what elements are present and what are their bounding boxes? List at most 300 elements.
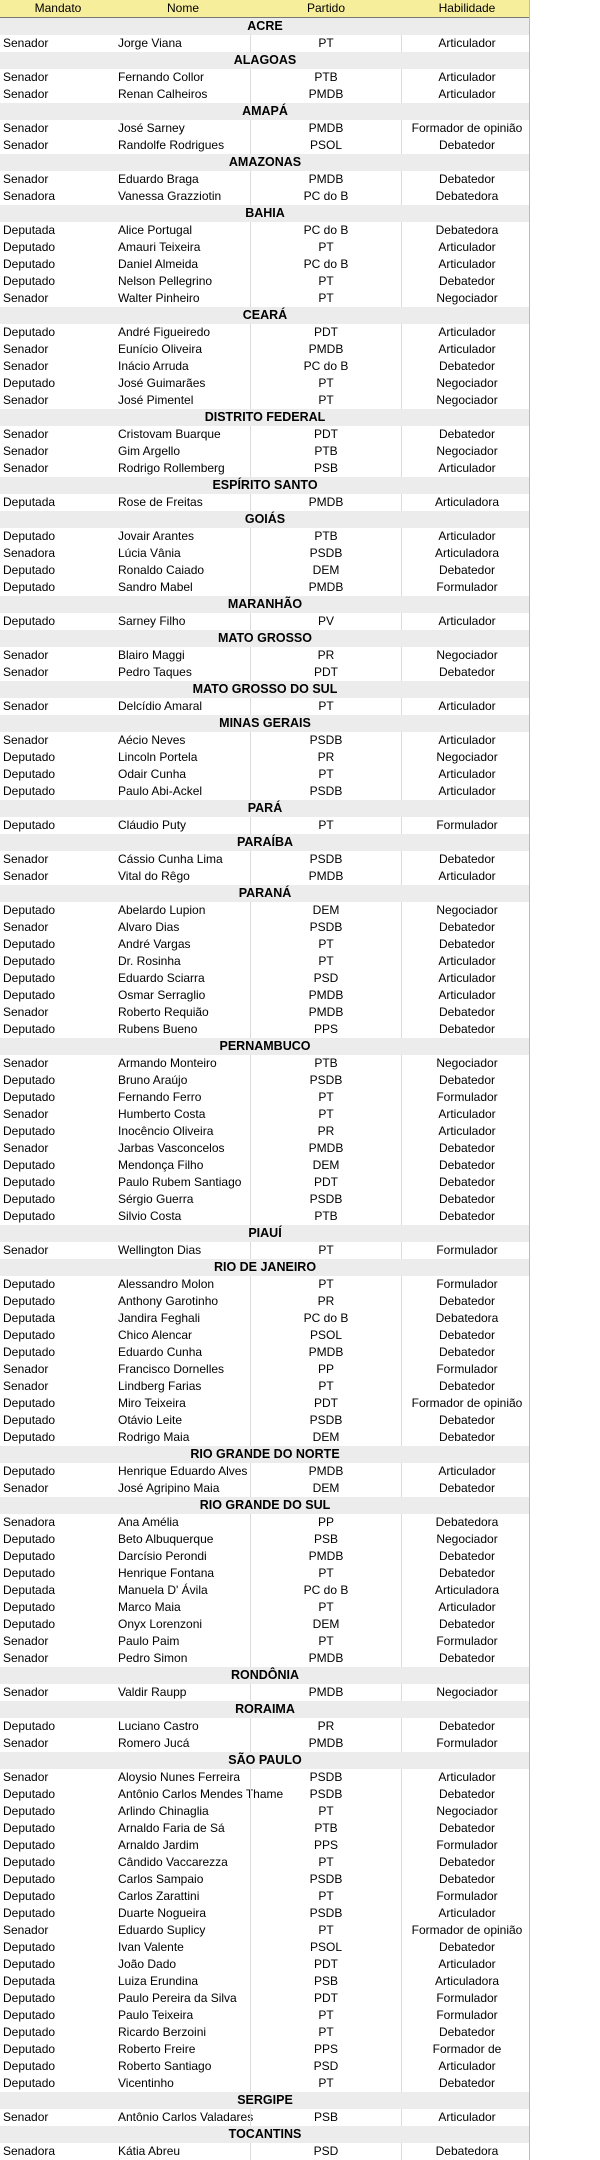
cell-partido[interactable]: PMDB — [250, 868, 402, 885]
cell-habilidade[interactable]: Debatedor — [438, 1872, 496, 1886]
cell-partido[interactable]: PSDB — [250, 851, 402, 868]
cell-partido[interactable]: PT — [250, 698, 402, 715]
cell-mandato[interactable]: Senador — [3, 1770, 49, 1784]
cell-nome[interactable]: Vital do Rêgo — [118, 869, 190, 883]
cell-mandato[interactable]: Senador — [3, 70, 49, 84]
cell-mandato[interactable]: Deputado — [3, 1719, 56, 1733]
cell-habilidade[interactable]: Articulador — [438, 70, 496, 84]
cell-nome[interactable]: Francisco Dornelles — [118, 1362, 225, 1376]
cell-nome[interactable]: Roberto Freire — [118, 2042, 196, 2056]
cell-mandato[interactable]: Senador — [3, 1243, 49, 1257]
cell-mandato[interactable]: Deputado — [3, 614, 56, 628]
cell-mandato[interactable]: Senador — [3, 699, 49, 713]
cell-partido[interactable]: PDT — [250, 1990, 402, 2007]
cell-partido[interactable]: PT — [250, 953, 402, 970]
cell-nome[interactable]: Lúcia Vânia — [118, 546, 181, 560]
cell-habilidade[interactable]: Debatedor — [438, 1413, 496, 1427]
cell-nome[interactable]: Aécio Neves — [118, 733, 186, 747]
cell-mandato[interactable]: Senador — [3, 1056, 49, 1070]
cell-nome[interactable]: Wellington Dias — [118, 1243, 202, 1257]
cell-mandato[interactable]: Senadora — [3, 2144, 56, 2158]
cell-partido[interactable]: DEM — [250, 1616, 402, 1633]
cell-nome[interactable]: Valdir Raupp — [118, 1685, 187, 1699]
cell-mandato[interactable]: Senador — [3, 36, 49, 50]
cell-nome[interactable]: Rose de Freitas — [118, 495, 203, 509]
cell-partido[interactable]: PSDB — [250, 1412, 402, 1429]
cell-partido[interactable]: PTB — [250, 443, 402, 460]
cell-habilidade[interactable]: Articulador — [438, 1600, 496, 1614]
cell-partido[interactable]: PPS — [250, 1021, 402, 1038]
cell-mandato[interactable]: Deputado — [3, 1345, 56, 1359]
cell-nome[interactable]: Ronaldo Caiado — [118, 563, 205, 577]
cell-habilidade[interactable]: Debatedor — [438, 1549, 496, 1563]
cell-habilidade[interactable]: Articulador — [438, 2110, 496, 2124]
cell-habilidade[interactable]: Articulador — [438, 1124, 496, 1138]
cell-habilidade[interactable]: Articulador — [438, 87, 496, 101]
cell-nome[interactable]: Paulo Paim — [118, 1634, 180, 1648]
cell-nome[interactable]: José Agripino Maia — [118, 1481, 220, 1495]
cell-nome[interactable]: Darcísio Perondi — [118, 1549, 207, 1563]
cell-nome[interactable]: Cândido Vaccarezza — [118, 1855, 228, 1869]
cell-habilidade[interactable]: Negociador — [436, 1804, 498, 1818]
cell-partido[interactable]: PR — [250, 1293, 402, 1310]
cell-habilidade[interactable]: Articulador — [438, 461, 496, 475]
cell-habilidade[interactable]: Debatedor — [438, 1430, 496, 1444]
cell-partido[interactable]: PDT — [250, 1174, 402, 1191]
cell-mandato[interactable]: Senador — [3, 291, 49, 305]
cell-nome[interactable]: Renan Calheiros — [118, 87, 208, 101]
cell-mandato[interactable]: Senadora — [3, 1515, 56, 1529]
cell-partido[interactable]: PMDB — [250, 1548, 402, 1565]
cell-partido[interactable]: PC do B — [250, 1310, 402, 1327]
cell-mandato[interactable]: Deputado — [3, 1821, 56, 1835]
cell-mandato[interactable]: Senador — [3, 920, 49, 934]
cell-partido[interactable]: PT — [250, 1378, 402, 1395]
cell-habilidade[interactable]: Debatedor — [438, 1158, 496, 1172]
cell-partido[interactable]: PSDB — [250, 1191, 402, 1208]
cell-partido[interactable]: PC do B — [250, 256, 402, 273]
cell-mandato[interactable]: Deputado — [3, 2025, 56, 2039]
cell-mandato[interactable]: Deputado — [3, 1855, 56, 1869]
cell-mandato[interactable]: Deputado — [3, 750, 56, 764]
cell-nome[interactable]: Paulo Rubem Santiago — [118, 1175, 242, 1189]
cell-habilidade[interactable]: Articulador — [438, 325, 496, 339]
cell-partido[interactable]: PTB — [250, 1820, 402, 1837]
cell-partido[interactable]: PT — [250, 766, 402, 783]
cell-mandato[interactable]: Deputado — [3, 784, 56, 798]
cell-partido[interactable]: PTB — [250, 1208, 402, 1225]
cell-habilidade[interactable]: Articulador — [438, 954, 496, 968]
cell-nome[interactable]: Sandro Mabel — [118, 580, 193, 594]
cell-mandato[interactable]: Deputado — [3, 2076, 56, 2090]
cell-nome[interactable]: Arnaldo Faria de Sá — [118, 1821, 225, 1835]
cell-habilidade[interactable]: Articulador — [438, 1957, 496, 1971]
cell-mandato[interactable]: Senador — [3, 665, 49, 679]
cell-mandato[interactable]: Deputado — [3, 240, 56, 254]
cell-mandato[interactable]: Deputado — [3, 1430, 56, 1444]
cell-nome[interactable]: Otávio Leite — [118, 1413, 183, 1427]
cell-partido[interactable]: PT — [250, 1854, 402, 1871]
cell-habilidade[interactable]: Debatedor — [438, 1073, 496, 1087]
cell-habilidade[interactable]: Debatedor — [438, 937, 496, 951]
cell-mandato[interactable]: Deputado — [3, 1532, 56, 1546]
cell-partido[interactable]: PV — [250, 613, 402, 630]
cell-nome[interactable]: André Vargas — [118, 937, 191, 951]
cell-partido[interactable]: PSB — [250, 1531, 402, 1548]
cell-habilidade[interactable]: Debatedor — [438, 1022, 496, 1036]
cell-partido[interactable]: PR — [250, 749, 402, 766]
cell-nome[interactable]: Odair Cunha — [118, 767, 187, 781]
cell-mandato[interactable]: Deputado — [3, 1294, 56, 1308]
cell-nome[interactable]: Paulo Pereira da Silva — [118, 1991, 237, 2005]
cell-nome[interactable]: Eduardo Suplicy — [118, 1923, 206, 1937]
cell-habilidade[interactable]: Formador de opinião — [411, 1923, 523, 1937]
cell-nome[interactable]: Mendonça Filho — [118, 1158, 204, 1172]
cell-habilidade[interactable]: Debatedor — [438, 1651, 496, 1665]
cell-habilidade[interactable]: Articulador — [438, 240, 496, 254]
cell-partido[interactable]: PC do B — [250, 358, 402, 375]
cell-habilidade[interactable]: Debatedor — [438, 1141, 496, 1155]
header-partido[interactable]: Partido — [306, 1, 346, 15]
cell-habilidade[interactable]: Articulador — [438, 1906, 496, 1920]
cell-habilidade[interactable]: Articuladora — [434, 1974, 500, 1988]
cell-partido[interactable]: PMDB — [250, 579, 402, 596]
cell-partido[interactable]: PT — [250, 392, 402, 409]
cell-mandato[interactable]: Senador — [3, 121, 49, 135]
cell-habilidade[interactable]: Negociador — [436, 648, 498, 662]
cell-nome[interactable]: Rubens Bueno — [118, 1022, 198, 1036]
cell-partido[interactable]: PT — [250, 239, 402, 256]
cell-mandato[interactable]: Deputado — [3, 1566, 56, 1580]
cell-mandato[interactable]: Deputado — [3, 1396, 56, 1410]
cell-mandato[interactable]: Senador — [3, 393, 49, 407]
cell-partido[interactable]: PMDB — [250, 86, 402, 103]
cell-nome[interactable]: Armando Monteiro — [118, 1056, 217, 1070]
cell-nome[interactable]: Amauri Teixeira — [118, 240, 201, 254]
cell-mandato[interactable]: Deputado — [3, 971, 56, 985]
cell-habilidade[interactable]: Debatedor — [438, 172, 496, 186]
cell-habilidade[interactable]: Debatedora — [435, 189, 499, 203]
cell-habilidade[interactable]: Debatedor — [438, 1481, 496, 1495]
cell-nome[interactable]: Arlindo Chinaglia — [118, 1804, 209, 1818]
cell-partido[interactable]: PMDB — [250, 494, 402, 511]
cell-partido[interactable]: PSB — [250, 460, 402, 477]
cell-mandato[interactable]: Senador — [3, 87, 49, 101]
cell-partido[interactable]: PSDB — [250, 1786, 402, 1803]
cell-mandato[interactable]: Deputado — [3, 1464, 56, 1478]
cell-mandato[interactable]: Senador — [3, 1736, 49, 1750]
cell-mandato[interactable]: Deputada — [3, 495, 56, 509]
cell-habilidade[interactable]: Formulador — [436, 580, 498, 594]
cell-habilidade[interactable]: Articulador — [438, 1770, 496, 1784]
cell-nome[interactable]: Jovair Arantes — [118, 529, 195, 543]
cell-habilidade[interactable]: Articulador — [438, 36, 496, 50]
cell-mandato[interactable]: Senador — [3, 342, 49, 356]
cell-nome[interactable]: Lincoln Portela — [118, 750, 198, 764]
cell-mandato[interactable]: Deputado — [3, 2008, 56, 2022]
cell-nome[interactable]: Alvaro Dias — [118, 920, 180, 934]
cell-partido[interactable]: PSD — [250, 2143, 402, 2160]
cell-habilidade[interactable]: Debatedor — [438, 427, 496, 441]
cell-nome[interactable]: Roberto Santiago — [118, 2059, 212, 2073]
cell-partido[interactable]: PSDB — [250, 1072, 402, 1089]
cell-habilidade[interactable]: Debatedor — [438, 2025, 496, 2039]
cell-nome[interactable]: Cássio Cunha Lima — [118, 852, 223, 866]
cell-nome[interactable]: Gim Argello — [118, 444, 181, 458]
cell-habilidade[interactable]: Negociador — [436, 393, 498, 407]
cell-partido[interactable]: PT — [250, 1089, 402, 1106]
cell-partido[interactable]: PC do B — [250, 188, 402, 205]
cell-partido[interactable]: PT — [250, 2007, 402, 2024]
cell-nome[interactable]: Bruno Araújo — [118, 1073, 188, 1087]
cell-habilidade[interactable]: Debatedor — [438, 274, 496, 288]
cell-habilidade[interactable]: Articulador — [438, 699, 496, 713]
cell-habilidade[interactable]: Articulador — [438, 2059, 496, 2073]
cell-mandato[interactable]: Deputada — [3, 1974, 56, 1988]
cell-partido[interactable]: PP — [250, 1514, 402, 1531]
cell-nome[interactable]: Jorge Viana — [118, 36, 182, 50]
cell-habilidade[interactable]: Formador de opinião — [411, 121, 523, 135]
cell-mandato[interactable]: Deputado — [3, 1209, 56, 1223]
cell-habilidade[interactable]: Negociador — [436, 1532, 498, 1546]
cell-partido[interactable]: PT — [250, 1106, 402, 1123]
cell-habilidade[interactable]: Debatedor — [438, 1566, 496, 1580]
cell-partido[interactable]: PT — [250, 1565, 402, 1582]
cell-habilidade[interactable]: Debatedor — [438, 2076, 496, 2090]
cell-nome[interactable]: Rodrigo Maia — [118, 1430, 190, 1444]
cell-habilidade[interactable]: Formulador — [436, 818, 498, 832]
cell-habilidade[interactable]: Formulador — [436, 1277, 498, 1291]
cell-partido[interactable]: PMDB — [250, 171, 402, 188]
cell-habilidade[interactable]: Articulador — [438, 257, 496, 271]
cell-partido[interactable]: PSDB — [250, 545, 402, 562]
cell-habilidade[interactable]: Formulador — [436, 1991, 498, 2005]
cell-habilidade[interactable]: Debatedor — [438, 852, 496, 866]
cell-nome[interactable]: Antônio Carlos Valadares — [118, 2110, 254, 2124]
cell-mandato[interactable]: Deputado — [3, 1906, 56, 1920]
cell-nome[interactable]: Osmar Serraglio — [118, 988, 206, 1002]
cell-partido[interactable]: PDT — [250, 1395, 402, 1412]
cell-partido[interactable]: PMDB — [250, 1004, 402, 1021]
cell-mandato[interactable]: Senador — [3, 1685, 49, 1699]
cell-habilidade[interactable]: Debatedor — [438, 1787, 496, 1801]
cell-nome[interactable]: Cláudio Puty — [118, 818, 187, 832]
cell-partido[interactable]: PTB — [250, 69, 402, 86]
cell-habilidade[interactable]: Articulador — [438, 784, 496, 798]
cell-habilidade[interactable]: Articulador — [438, 1464, 496, 1478]
cell-nome[interactable]: Jarbas Vasconcelos — [118, 1141, 225, 1155]
cell-partido[interactable]: PT — [250, 1888, 402, 1905]
cell-partido[interactable]: PDT — [250, 1956, 402, 1973]
cell-habilidade[interactable]: Formulador — [436, 1889, 498, 1903]
cell-mandato[interactable]: Senador — [3, 138, 49, 152]
cell-habilidade[interactable]: Debatedor — [438, 665, 496, 679]
cell-habilidade[interactable]: Negociador — [436, 1685, 498, 1699]
cell-partido[interactable]: PTB — [250, 528, 402, 545]
cell-mandato[interactable]: Senador — [3, 1923, 49, 1937]
cell-mandato[interactable]: Deputado — [3, 818, 56, 832]
cell-partido[interactable]: PDT — [250, 324, 402, 341]
cell-mandato[interactable]: Deputado — [3, 1175, 56, 1189]
cell-nome[interactable]: Jandira Feghali — [118, 1311, 201, 1325]
cell-partido[interactable]: PSOL — [250, 137, 402, 154]
cell-habilidade[interactable]: Formador de opinião — [411, 1396, 523, 1410]
cell-nome[interactable]: Pedro Taques — [118, 665, 192, 679]
cell-partido[interactable]: PMDB — [250, 1344, 402, 1361]
cell-habilidade[interactable]: Debatedor — [438, 1940, 496, 1954]
cell-mandato[interactable]: Deputada — [3, 223, 56, 237]
cell-partido[interactable]: PSDB — [250, 783, 402, 800]
cell-mandato[interactable]: Senador — [3, 427, 49, 441]
cell-partido[interactable]: PT — [250, 1633, 402, 1650]
cell-partido[interactable]: PMDB — [250, 1735, 402, 1752]
cell-partido[interactable]: PDT — [250, 664, 402, 681]
cell-mandato[interactable]: Deputado — [3, 903, 56, 917]
cell-nome[interactable]: Ricardo Berzoini — [118, 2025, 207, 2039]
cell-habilidade[interactable]: Articulador — [438, 614, 496, 628]
cell-nome[interactable]: Sarney Filho — [118, 614, 186, 628]
cell-nome[interactable]: Fernando Collor — [118, 70, 205, 84]
cell-nome[interactable]: José Guimarães — [118, 376, 206, 390]
cell-mandato[interactable]: Senador — [3, 359, 49, 373]
cell-mandato[interactable]: Deputado — [3, 1192, 56, 1206]
cell-mandato[interactable]: Deputado — [3, 1549, 56, 1563]
cell-partido[interactable]: PR — [250, 1718, 402, 1735]
cell-mandato[interactable]: Senador — [3, 2110, 49, 2124]
cell-habilidade[interactable]: Negociador — [436, 291, 498, 305]
cell-nome[interactable]: Vicentinho — [118, 2076, 174, 2090]
cell-nome[interactable]: Daniel Almeida — [118, 257, 199, 271]
cell-nome[interactable]: Luciano Castro — [118, 1719, 199, 1733]
cell-mandato[interactable]: Deputado — [3, 580, 56, 594]
cell-mandato[interactable]: Deputado — [3, 257, 56, 271]
cell-mandato[interactable]: Deputado — [3, 376, 56, 390]
cell-habilidade[interactable]: Articulador — [438, 733, 496, 747]
cell-nome[interactable]: José Sarney — [118, 121, 185, 135]
cell-nome[interactable]: Eduardo Braga — [118, 172, 199, 186]
cell-partido[interactable]: PP — [250, 1361, 402, 1378]
cell-mandato[interactable]: Deputado — [3, 1328, 56, 1342]
cell-habilidade[interactable]: Debatedora — [435, 223, 499, 237]
cell-partido[interactable]: PPS — [250, 2041, 402, 2058]
cell-habilidade[interactable]: Debatedor — [438, 1175, 496, 1189]
cell-partido[interactable]: PTB — [250, 1055, 402, 1072]
cell-habilidade[interactable]: Articuladora — [434, 495, 500, 509]
cell-mandato[interactable]: Deputado — [3, 1022, 56, 1036]
cell-nome[interactable]: Pedro Simon — [118, 1651, 188, 1665]
cell-partido[interactable]: PT — [250, 936, 402, 953]
cell-nome[interactable]: Cristovam Buarque — [118, 427, 221, 441]
cell-mandato[interactable]: Deputado — [3, 1600, 56, 1614]
cell-nome[interactable]: Manuela D' Ávila — [118, 1583, 208, 1597]
cell-nome[interactable]: Rodrigo Rollemberg — [118, 461, 225, 475]
cell-partido[interactable]: PR — [250, 1123, 402, 1140]
cell-partido[interactable]: PT — [250, 1242, 402, 1259]
cell-partido[interactable]: DEM — [250, 1429, 402, 1446]
cell-mandato[interactable]: Deputado — [3, 1090, 56, 1104]
cell-partido[interactable]: PDT — [250, 426, 402, 443]
cell-partido[interactable]: PSD — [250, 970, 402, 987]
cell-partido[interactable]: PSOL — [250, 1327, 402, 1344]
cell-nome[interactable]: Nelson Pellegrino — [118, 274, 213, 288]
cell-partido[interactable]: PC do B — [250, 1582, 402, 1599]
cell-nome[interactable]: Kátia Abreu — [118, 2144, 181, 2158]
cell-habilidade[interactable]: Debatedor — [438, 1328, 496, 1342]
cell-habilidade[interactable]: Articulador — [438, 767, 496, 781]
cell-nome[interactable]: Onyx Lorenzoni — [118, 1617, 203, 1631]
cell-habilidade[interactable]: Debatedor — [438, 1192, 496, 1206]
cell-mandato[interactable]: Deputado — [3, 529, 56, 543]
cell-mandato[interactable]: Deputado — [3, 325, 56, 339]
cell-habilidade[interactable]: Articuladora — [434, 1583, 500, 1597]
header-nome[interactable]: Nome — [166, 1, 199, 15]
cell-mandato[interactable]: Deputado — [3, 1413, 56, 1427]
cell-mandato[interactable]: Senador — [3, 1362, 49, 1376]
cell-habilidade[interactable]: Debatedora — [435, 1515, 499, 1529]
cell-partido[interactable]: PT — [250, 2075, 402, 2092]
cell-habilidade[interactable]: Articulador — [438, 971, 496, 985]
cell-habilidade[interactable]: Negociador — [436, 444, 498, 458]
cell-nome[interactable]: Arnaldo Jardim — [118, 1838, 199, 1852]
cell-mandato[interactable]: Deputado — [3, 274, 56, 288]
cell-partido[interactable]: PSDB — [250, 1871, 402, 1888]
cell-habilidade[interactable]: Debatedor — [438, 1379, 496, 1393]
cell-mandato[interactable]: Deputado — [3, 1277, 56, 1291]
cell-partido[interactable]: PSB — [250, 1973, 402, 1990]
cell-habilidade[interactable]: Negociador — [436, 1056, 498, 1070]
cell-partido[interactable]: PT — [250, 2024, 402, 2041]
cell-partido[interactable]: PSOL — [250, 1939, 402, 1956]
cell-partido[interactable]: PT — [250, 375, 402, 392]
cell-nome[interactable]: Duarte Nogueira — [118, 1906, 207, 1920]
cell-mandato[interactable]: Deputado — [3, 1872, 56, 1886]
cell-partido[interactable]: PT — [250, 1276, 402, 1293]
cell-habilidade[interactable]: Debatedor — [438, 359, 496, 373]
cell-nome[interactable]: João Dado — [118, 1957, 177, 1971]
cell-habilidade[interactable]: Debatedor — [438, 138, 496, 152]
cell-partido[interactable]: PSDB — [250, 732, 402, 749]
cell-mandato[interactable]: Senador — [3, 1481, 49, 1495]
cell-partido[interactable]: PT — [250, 817, 402, 834]
cell-habilidade[interactable]: Debatedor — [438, 1855, 496, 1869]
cell-partido[interactable]: DEM — [250, 562, 402, 579]
cell-partido[interactable]: DEM — [250, 1157, 402, 1174]
cell-partido[interactable]: PSDB — [250, 919, 402, 936]
cell-nome[interactable]: Aloysio Nunes Ferreira — [118, 1770, 241, 1784]
cell-nome[interactable]: Henrique Fontana — [118, 1566, 215, 1580]
cell-mandato[interactable]: Deputado — [3, 1124, 56, 1138]
cell-partido[interactable]: PSDB — [250, 1769, 402, 1786]
cell-mandato[interactable]: Deputada — [3, 1311, 56, 1325]
cell-mandato[interactable]: Senador — [3, 1107, 49, 1121]
cell-mandato[interactable]: Senadora — [3, 189, 56, 203]
cell-nome[interactable]: Blairo Maggi — [118, 648, 185, 662]
cell-habilidade[interactable]: Formador de — [432, 2042, 502, 2056]
cell-habilidade[interactable]: Formulador — [436, 2008, 498, 2022]
cell-mandato[interactable]: Senador — [3, 444, 49, 458]
cell-mandato[interactable]: Deputado — [3, 988, 56, 1002]
cell-mandato[interactable]: Senadora — [3, 546, 56, 560]
cell-nome[interactable]: Antônio Carlos Mendes Thame — [118, 1787, 284, 1801]
cell-habilidade[interactable]: Debatedor — [438, 920, 496, 934]
cell-nome[interactable]: Fernando Ferro — [118, 1090, 202, 1104]
cell-nome[interactable]: Ivan Valente — [118, 1940, 184, 1954]
cell-nome[interactable]: Inocêncio Oliveira — [118, 1124, 214, 1138]
cell-partido[interactable]: PMDB — [250, 1684, 402, 1701]
cell-partido[interactable]: PT — [250, 290, 402, 307]
cell-habilidade[interactable]: Negociador — [436, 750, 498, 764]
header-mandato[interactable]: Mandato — [34, 1, 82, 15]
